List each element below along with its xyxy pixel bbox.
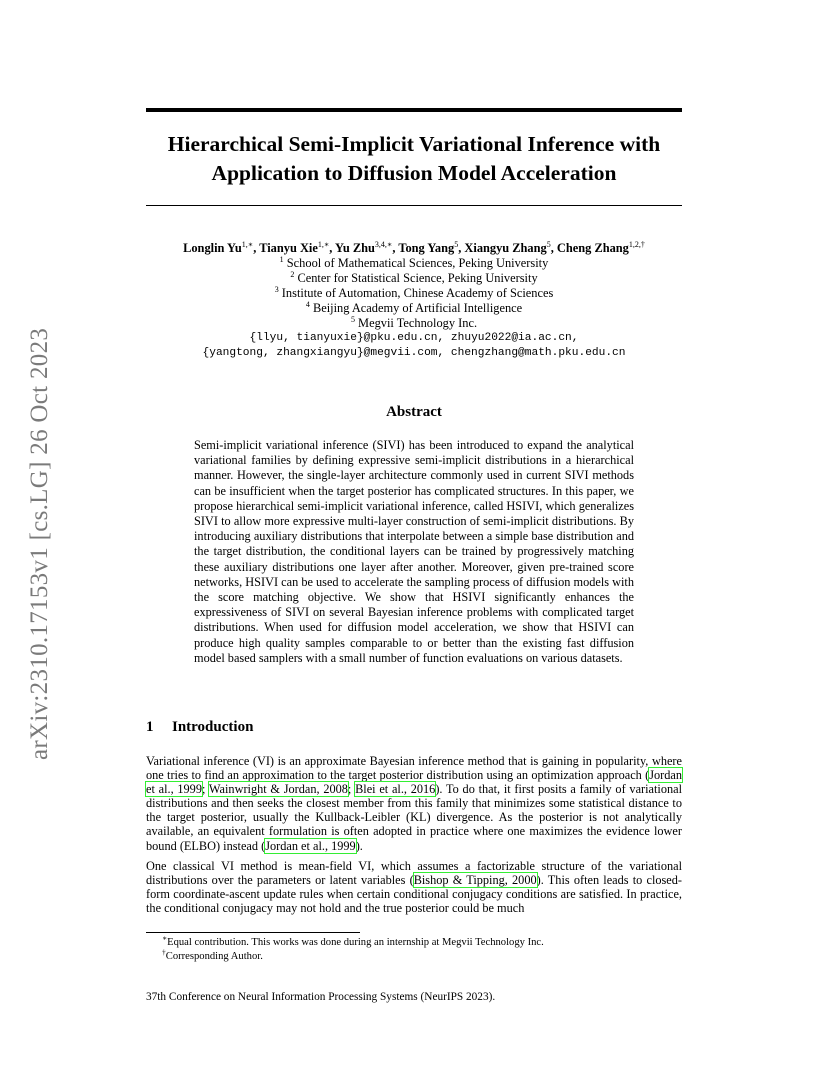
- title-rule-bottom: [146, 205, 682, 206]
- title-line-1: Hierarchical Semi-Implicit Variational Inference with: [167, 132, 661, 156]
- author-block: [120, 241, 708, 361]
- affiliation-text: School of Mathematical Sciences, Peking University: [286, 256, 549, 270]
- footnote: [162, 947, 682, 964]
- author-separator: ,: [392, 241, 399, 255]
- introduction-body: [146, 754, 682, 921]
- author-name: Tianyu Xie: [259, 241, 318, 255]
- author-marks: 5: [454, 239, 459, 249]
- abstract-text: Semi-implicit variational inference (SIVI) has been introduced to expand the analytical variational families by defining expressive semi-implicit distributions in a hierarchical manner. However, the single-layer architecture commonly used in current SIVI methods can be insufficient when the target posterior has complicated structures. In this paper, we propose hierarchical semi-implicit variational inference, called HSIVI, which generalizes SIVI to allow more expressive multi-layer construction of semi-implicit distributions. By introducing auxiliary distributions that interpolate between a simple base distribution and the target distribution, the conditional layers can be trained by progressively matching these auxiliary distributions one layer after another. Moreover, given pre-trained score networks, HSIVI can be used to accelerate the sampling process of diffusion models with the score matching objective. We show that HSIVI significantly enhances the expressiveness of SIVI on several Bayesian inference problems with complicated target distributions. When used for diffusion model acceleration, we show that HSIVI can produce high quality samples comparable to or better than the existing fast diffusion model based samplers with a small number of function evaluations on various datasets.: [194, 438, 634, 665]
- arxiv-identifier: arXiv:2310.17153v1 [cs.LG] 26 Oct 2023: [26, 327, 53, 760]
- paragraph: [146, 859, 682, 915]
- affiliation: [120, 256, 708, 271]
- section-number: 1: [146, 719, 154, 735]
- author-name: Tong Yang: [398, 241, 455, 255]
- citation-link[interactable]: Bishop & Tipping, 2000: [413, 872, 537, 887]
- text-run: One classical VI method is mean-field VI, which assumes a factorizable structure of the variational distributions over the parameters or latent variables (: [146, 858, 682, 887]
- footnote-mark: †: [162, 947, 166, 957]
- section-title: Introduction: [172, 719, 254, 735]
- footnote-rule: [146, 932, 360, 933]
- author-emails-line-2: {yangtong, zhangxiangyu}@megvii.com, chengzhang@math.pku.edu.cn: [202, 347, 626, 359]
- affiliation-mark: 4: [305, 299, 310, 309]
- citation-link[interactable]: Wainwright & Jordan, 2008: [208, 782, 348, 797]
- author-marks: 3,4,∗: [374, 239, 393, 249]
- author-separator: ,: [329, 241, 336, 255]
- affiliation-text: Beijing Academy of Artificial Intelligence: [312, 301, 523, 315]
- text-run: ). To do that, it first posits a family of variational distributions and then seeks the closest member from this family that minimizes some statistical distance to the target posterior, usually the Kullback-Leibler (KL) divergence. As the posterior is not analytically available, an equivalent formulation is often adopted in practice where one maximizes the evidence lower bound (ELBO) instead (: [146, 782, 682, 853]
- author-marks: 1,∗: [317, 239, 330, 249]
- affiliation-mark: 3: [274, 284, 279, 294]
- affiliation: [120, 301, 708, 316]
- footnote-mark: ∗: [162, 933, 168, 943]
- footnote-text: Corresponding Author.: [165, 951, 263, 962]
- author-separator: ,: [458, 241, 465, 255]
- affiliation: [120, 316, 708, 331]
- author-emails-line-1: {llyu, tianyuxie}@pku.edu.cn, zhuyu2022@ia.ac.cn,: [249, 332, 579, 344]
- affiliation-mark: 1: [279, 254, 284, 264]
- author-marks: 5: [546, 239, 551, 249]
- footnotes: [162, 933, 682, 964]
- text-run: ;: [347, 782, 356, 797]
- footnote: [162, 933, 682, 950]
- author-name: Longlin Yu: [183, 241, 242, 255]
- author-marks: 1,2,†: [628, 239, 645, 249]
- paper-title: [120, 130, 708, 188]
- citation-link[interactable]: Jordan et al., 1999: [265, 838, 356, 853]
- conference-note: 37th Conference on Neural Information Processing Systems (NeurIPS 2023).: [146, 991, 496, 1003]
- author-separator: ,: [253, 241, 260, 255]
- author-marks: 1,∗: [241, 239, 254, 249]
- text-run: ).: [355, 838, 363, 853]
- citation-link[interactable]: Blei et al., 2016: [355, 782, 436, 797]
- affiliation-text: Institute of Automation, Chinese Academy of Sciences: [281, 286, 554, 300]
- citation-link[interactable]: Jordan et al., 1999: [146, 768, 682, 797]
- affiliation: [120, 286, 708, 301]
- affiliation-mark: 5: [350, 314, 355, 324]
- text-run: Variational inference (VI) is an approximate Bayesian inference method that is gaining in popularity, where one tries to find an approximation to the target posterior distribution using an optimization approach (: [146, 754, 682, 783]
- footnote-text: Equal contribution. This works was done during an internship at Megvii Technology Inc.: [167, 937, 544, 948]
- text-run: ). This often leads to closed-form coordinate-ascent update rules when certain conditional conjugacy conditions are satisfied. In practice, the conditional conjugacy may not hold and the true posterior could be much: [146, 872, 683, 915]
- author-list: [120, 241, 708, 256]
- title-rule-top: [146, 108, 682, 112]
- abstract-heading: Abstract: [386, 404, 442, 420]
- text-run: ;: [201, 782, 209, 797]
- title-line-2: Application to Diffusion Model Acceleration: [211, 161, 617, 185]
- section-heading: [146, 718, 682, 736]
- author-name: Xiangyu Zhang: [464, 241, 547, 255]
- author-name: Yu Zhu: [335, 241, 375, 255]
- paragraph: [146, 754, 682, 853]
- affiliation: [120, 271, 708, 286]
- author-separator: ,: [550, 241, 557, 255]
- affiliation-mark: 2: [290, 269, 295, 279]
- affiliation-text: Megvii Technology Inc.: [358, 316, 478, 330]
- affiliation-text: Center for Statistical Science, Peking University: [297, 271, 538, 285]
- author-name: Cheng Zhang: [556, 241, 629, 255]
